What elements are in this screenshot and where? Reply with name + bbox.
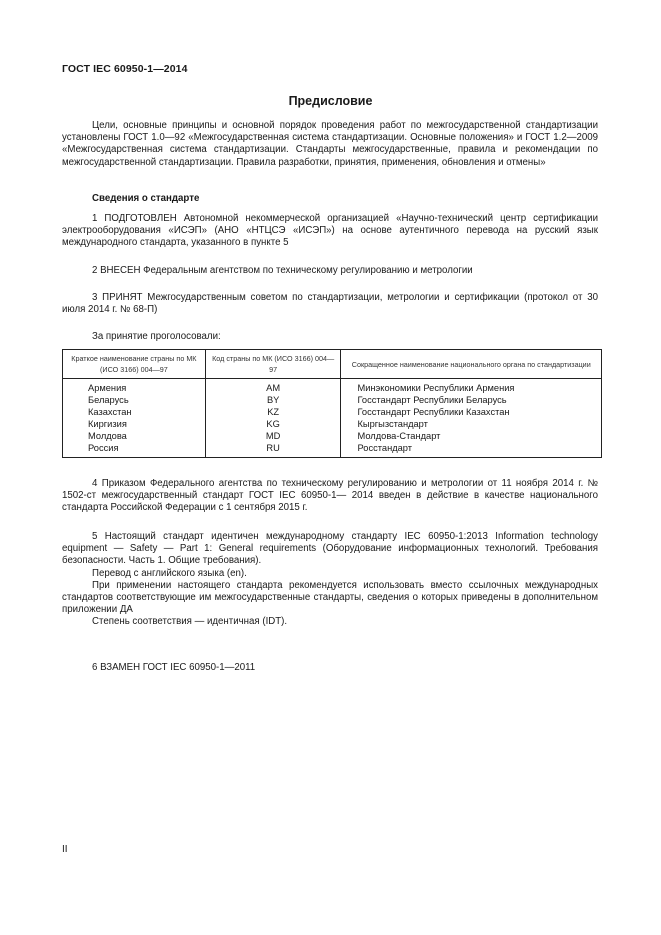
votes-intro: За принятие проголосовали: [92,331,221,342]
code-cell: BY [205,394,341,406]
table-row [63,430,602,442]
votes-table [62,349,602,458]
code-cell: MD [205,430,341,442]
code-cell: KG [205,418,341,430]
page-number: II [62,844,68,855]
item-5-degree: Степень соответствия — идентичная (IDT). [92,616,288,628]
item-2: 2 ВНЕСЕН Федеральным агентством по техническому регулированию и метрологии [92,265,473,276]
body-cell: Росстандарт [341,442,602,458]
header-standards-body: Сокращенное наименование национального органа по стандартизации [341,350,602,379]
item-6: 6 ВЗАМЕН ГОСТ IEC 60950-1—2011 [92,662,256,673]
section-heading: Сведения о стандарте [92,193,200,204]
item-5-translation: Перевод с английского языка (en). [92,567,247,579]
code-cell: AM [205,379,341,395]
item-5: 5 Настоящий стандарт идентичен международному стандарту IEC 60950-1:2013 Information technology equipment — Safety — Part 1: General requirements (Оборудование информационных технологий. Требования безопасности. Часть 1. Общие требования). Перевод с английского языка (en). При применении настоящего стандарта рекомендуется использовать вместо ссылочных международных стандартов соответствующие им межгосударственные стандарты, сведения о которых приведены в дополнительном приложении ДА Степень соответствия — идентичная (IDT). [62,531,598,628]
header-code: Код страны по МК (ИСО 3166) 004—97 [205,350,341,379]
standard-code-header: ГОСТ IEC 60950-1—2014 [62,63,188,75]
item-1: 1 ПОДГОТОВЛЕН Автономной некоммерческой организацией «Научно-технический центр сертификации электрооборудования «ИСЭП» (АНО «НТЦСЭ «ИСЭП») на основе аутентичного перевода на русский язык международного стандарта, указанного в пункте 5 [62,213,598,249]
country-cell: Молдова [63,430,206,442]
section-heading-block [62,193,598,205]
page-title: Предисловие [288,94,373,108]
table-row [63,418,602,430]
header-country: Краткое наименование страны по МК (ИСО 3166) 004—97 [63,350,206,379]
intro-paragraph: Цели, основные принципы и основной порядок проведения работ по межгосударственной стандартизации установлены ГОСТ 1.0—92 «Межгосударственная система стандартизации. Основные положения» и ГОСТ 1.2—2009 «Межгосударственная система стандартизации. Стандарты межгосударственные, правила и рекомендации по межгосударственной стандартизации. Правила разработки, принятия, применения, обновления и отмены» [62,120,598,168]
table-row [63,394,602,406]
body-cell: Госстандарт Республики Казахстан [341,406,602,418]
body-cell: Молдова-Стандарт [341,430,602,442]
country-cell: Киргизия [63,418,206,430]
country-cell: Россия [63,442,206,458]
body-cell: Минэкономики Республики Армения [341,379,602,395]
table-row [63,442,602,458]
country-cell: Казахстан [63,406,206,418]
item-4: 4 Приказом Федерального агентства по техническому регулированию и метрологии от 11 ноября 2014 г. № 1502-ст межгосударственный стандарт ГОСТ IEC 60950-1— 2014 введен в действие в качестве национального стандарта Российской Федерации с 1 сентября 2015 г. [62,478,598,514]
body-cell: Госстандарт Республики Беларусь [341,394,602,406]
table-row [63,406,602,418]
code-cell: KZ [205,406,341,418]
votes-table-header-row [63,350,602,379]
body-cell: Кыргызстандарт [341,418,602,430]
item-3: 3 ПРИНЯТ Межгосударственным советом по стандартизации, метрологии и сертификации (протокол от 30 июля 2014 г. № 68-П) [62,292,598,316]
item-5-references: При применении настоящего стандарта рекомендуется использовать вместо ссылочных международных стандартов соответствующие им межгосударственные стандарты, сведения о которых приведены в дополнительном приложении ДА [62,579,598,616]
country-cell: Армения [63,379,206,395]
country-cell: Беларусь [63,394,206,406]
table-row [63,379,602,395]
code-cell: RU [205,442,341,458]
